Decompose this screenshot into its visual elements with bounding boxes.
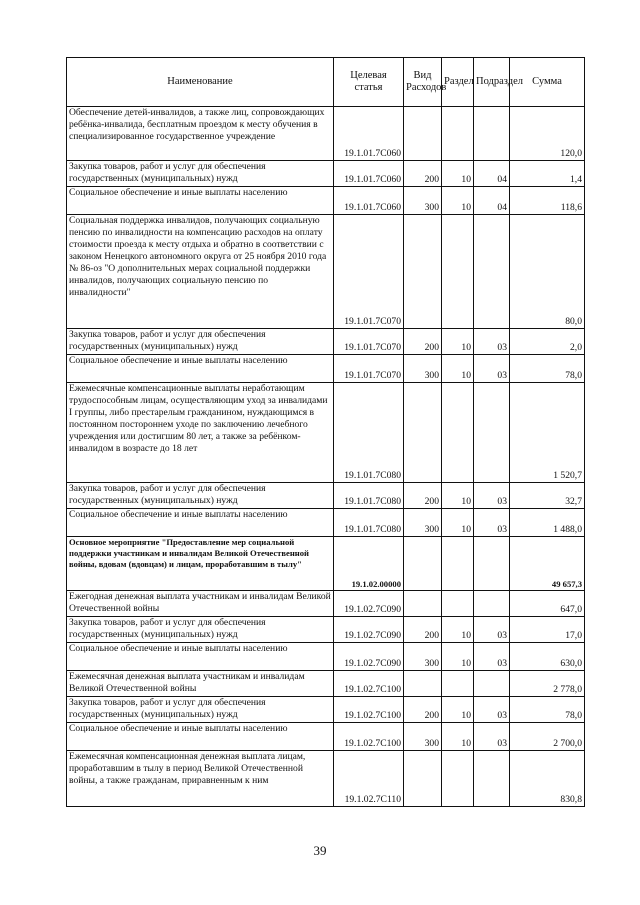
cell-name: Ежемесячная компенсационная денежная выплата лицам, проработавшим в тылу в период Великой Отечественной войны, а также гражданам, приравненным к ним [67,751,334,807]
cell-subsection: 03 [474,509,510,537]
cell-section: 10 [442,161,474,187]
cell-sum: 830,8 [510,751,585,807]
cell-sum: 1 488,0 [510,509,585,537]
table-row [67,591,585,617]
cell-subsection [474,537,510,591]
cell-expense-type: 200 [404,329,442,355]
cell-sum: 32,7 [510,483,585,509]
cell-name: Социальное обеспечение и иные выплаты населению [67,643,334,671]
cell-section: 10 [442,483,474,509]
cell-sum: 1,4 [510,161,585,187]
header-expense-type: Вид Расходов [404,58,442,107]
cell-section: 10 [442,697,474,723]
cell-target-article: 19.1.01.7С070 [334,355,404,383]
table-row [67,751,585,807]
table-row [67,723,585,751]
cell-name: Ежемесячные компенсационные выплаты неработающим трудоспособным лицам, осуществляющим уход за инвалидами I группы, либо престарелым гражданином, нуждающимся в постоянном постороннем уходе по заключению лечебного учреждения или достигшим 80 лет, а также за ребёнком-инвалидом в возрасте до 18 лет [67,383,334,483]
cell-name: Ежемесячная денежная выплата участникам и инвалидам Великой Отечественной войны [67,671,334,697]
table-row [67,483,585,509]
cell-section: 10 [442,617,474,643]
cell-subsection: 03 [474,355,510,383]
cell-sum: 647,0 [510,591,585,617]
cell-expense-type: 300 [404,643,442,671]
cell-sum: 80,0 [510,215,585,329]
cell-subsection: 03 [474,643,510,671]
cell-expense-type [404,751,442,807]
cell-section [442,671,474,697]
cell-expense-type [404,215,442,329]
table-row [67,509,585,537]
cell-name: Обеспечение детей-инвалидов, а также лиц, сопровождающих ребёнка-инвалида, бесплатным проездом к месту обучения в специализированное государственное учреждение [67,107,334,161]
cell-subsection [474,751,510,807]
cell-section: 10 [442,329,474,355]
cell-target-article: 19.1.01.7С060 [334,107,404,161]
table-row [67,215,585,329]
cell-sum: 630,0 [510,643,585,671]
cell-name: Закупка товаров, работ и услуг для обеспечения государственных (муниципальных) нужд [67,161,334,187]
cell-section [442,107,474,161]
cell-expense-type: 300 [404,723,442,751]
cell-target-article: 19.1.01.7С060 [334,187,404,215]
cell-name: Социальное обеспечение и иные выплаты населению [67,187,334,215]
cell-subsection: 03 [474,723,510,751]
cell-section: 10 [442,723,474,751]
cell-expense-type: 300 [404,187,442,215]
cell-section [442,591,474,617]
cell-name: Основное мероприятие "Предоставление мер социальной поддержки участникам и инвалидам Великой Отечественной войны, вдовам (вдовцам) и лицам, проработавшим в тылу" [67,537,334,591]
cell-sum: 78,0 [510,697,585,723]
cell-target-article: 19.1.01.7С080 [334,509,404,537]
budget-table [66,57,585,807]
cell-subsection: 03 [474,329,510,355]
cell-expense-type: 200 [404,697,442,723]
table-body [67,107,585,807]
cell-expense-type: 300 [404,509,442,537]
cell-section: 10 [442,187,474,215]
cell-name: Социальная поддержка инвалидов, получающих социальную пенсию по инвалидности на компенсацию расходов на оплату стоимости проезда к месту отдыха и обратно в соответствии с законом Ненецкого автономного округа от 25 ноября 2010 года № 86-оз "О дополнительных мерах социальной поддержки инвалидов, получающих социальную пенсию по инвалидности" [67,215,334,329]
table-row [67,107,585,161]
cell-sum: 49 657,3 [510,537,585,591]
table-row [67,671,585,697]
cell-subsection [474,591,510,617]
page-number: 39 [313,843,327,858]
header-target-article: Целевая статья [334,58,404,107]
cell-target-article: 19.1.02.7С090 [334,617,404,643]
cell-name: Социальное обеспечение и иные выплаты населению [67,355,334,383]
cell-subsection: 03 [474,483,510,509]
cell-expense-type [404,671,442,697]
cell-sum: 2 778,0 [510,671,585,697]
cell-sum: 1 520,7 [510,383,585,483]
cell-target-article: 19.1.02.7С090 [334,643,404,671]
table-row [67,697,585,723]
cell-subsection: 03 [474,617,510,643]
cell-expense-type: 200 [404,483,442,509]
cell-sum: 120,0 [510,107,585,161]
cell-target-article: 19.1.02.7С090 [334,591,404,617]
cell-section: 10 [442,643,474,671]
cell-name: Закупка товаров, работ и услуг для обеспечения государственных (муниципальных) нужд [67,697,334,723]
table-row [67,161,585,187]
cell-section [442,215,474,329]
cell-target-article: 19.1.02.7С100 [334,671,404,697]
header-subsection: Подраздел [474,58,510,107]
cell-subsection: 03 [474,697,510,723]
cell-section [442,383,474,483]
cell-name: Социальное обеспечение и иные выплаты населению [67,509,334,537]
cell-expense-type: 200 [404,161,442,187]
cell-subsection [474,215,510,329]
table-row [67,329,585,355]
cell-sum: 118,6 [510,187,585,215]
cell-subsection [474,107,510,161]
table-row [67,383,585,483]
cell-expense-type: 300 [404,355,442,383]
table-header-row [67,58,585,107]
cell-sum: 17,0 [510,617,585,643]
cell-target-article: 19.1.01.7С060 [334,161,404,187]
cell-sum: 78,0 [510,355,585,383]
cell-subsection [474,671,510,697]
cell-name: Закупка товаров, работ и услуг для обеспечения государственных (муниципальных) нужд [67,329,334,355]
cell-target-article: 19.1.01.7С080 [334,483,404,509]
table-row [67,537,585,591]
cell-name: Закупка товаров, работ и услуг для обеспечения государственных (муниципальных) нужд [67,617,334,643]
cell-name: Социальное обеспечение и иные выплаты населению [67,723,334,751]
cell-sum: 2,0 [510,329,585,355]
table-row [67,187,585,215]
cell-subsection [474,383,510,483]
cell-expense-type [404,591,442,617]
table-row [67,617,585,643]
cell-expense-type: 200 [404,617,442,643]
cell-expense-type [404,383,442,483]
table-row [67,355,585,383]
cell-subsection: 04 [474,161,510,187]
cell-subsection: 04 [474,187,510,215]
cell-target-article: 19.1.02.7С100 [334,723,404,751]
header-section: Раздел [442,58,474,107]
table-row [67,643,585,671]
cell-section: 10 [442,509,474,537]
cell-name: Закупка товаров, работ и услуг для обеспечения государственных (муниципальных) нужд [67,483,334,509]
cell-target-article: 19.1.01.7С080 [334,383,404,483]
cell-section [442,751,474,807]
cell-target-article: 19.1.01.7С070 [334,215,404,329]
cell-target-article: 19.1.02.7С110 [334,751,404,807]
header-sum: Сумма [510,58,585,107]
cell-target-article: 19.1.01.7С070 [334,329,404,355]
cell-target-article: 19.1.02.7С100 [334,697,404,723]
cell-name: Ежегодная денежная выплата участникам и инвалидам Великой Отечественной войны [67,591,334,617]
cell-sum: 2 700,0 [510,723,585,751]
cell-expense-type [404,107,442,161]
header-name: Наименование [67,58,334,107]
cell-target-article: 19.1.02.00000 [334,537,404,591]
cell-expense-type [404,537,442,591]
cell-section [442,537,474,591]
cell-section: 10 [442,355,474,383]
